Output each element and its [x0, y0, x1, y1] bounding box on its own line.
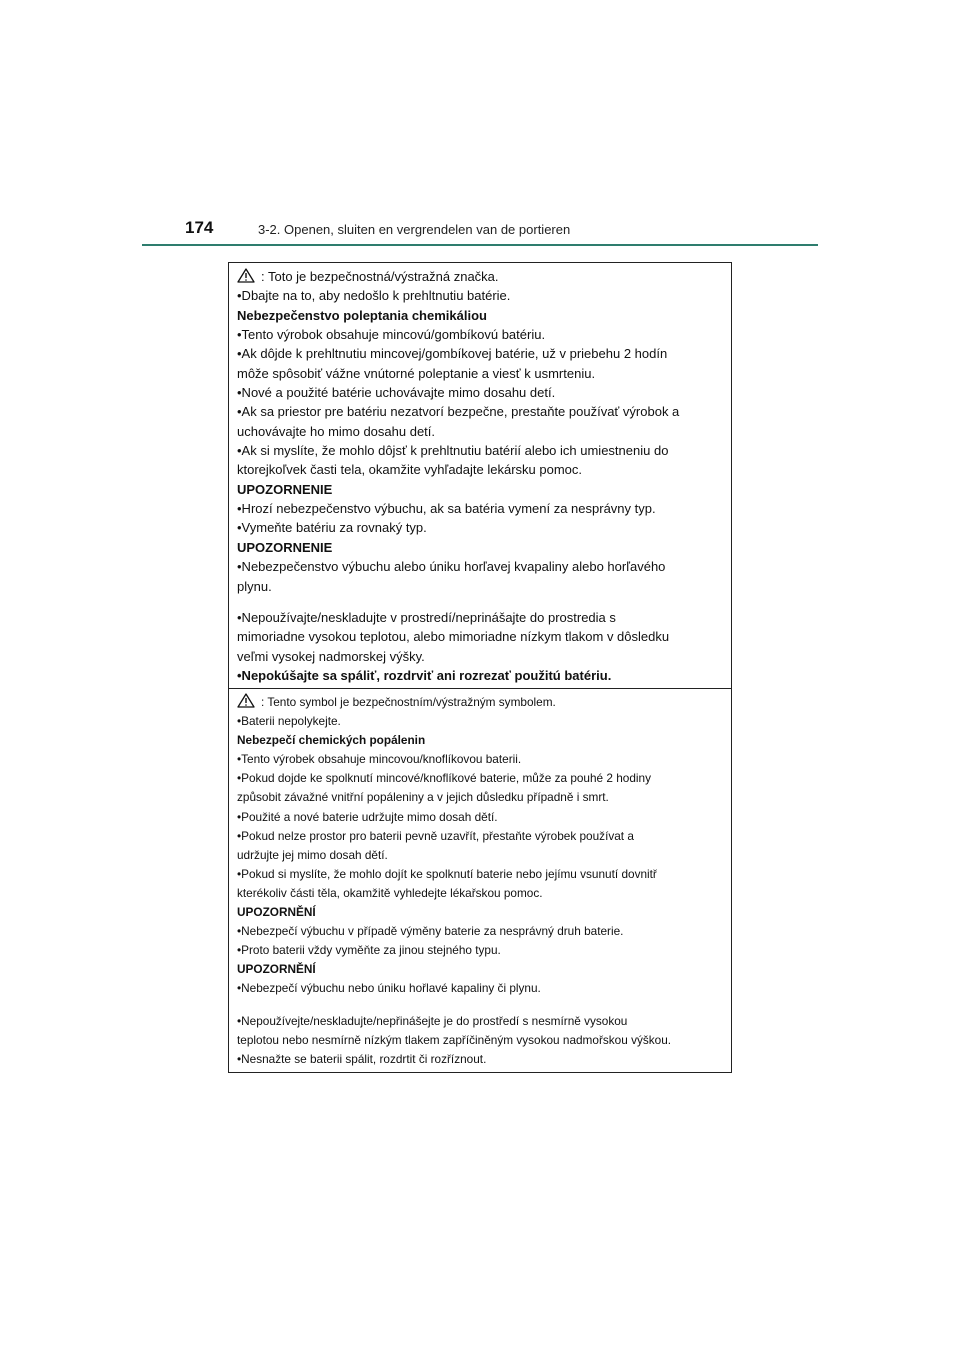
caution-heading: UPOZORNENIE: [237, 481, 333, 497]
battery-warning-box: [228, 262, 732, 1073]
hazard-heading: Nebezpečenstvo poleptania chemikáliou: [237, 307, 487, 323]
warning-symbol-text: : Tento symbol je bezpečnostním/výstražným symbolem.: [261, 695, 556, 710]
text-line: •Nepokúšajte sa spáliť, rozdrviť ani rozrezať použitú batériu.: [237, 667, 612, 683]
text-line: •Pokud si myslíte, že mohlo dojít ke spolknutí baterie nebo jejímu vsunutí dovnitř: [237, 866, 657, 881]
warning-symbol-line: [237, 693, 723, 712]
section-title: 3-2. Openen, sluiten en vergrendelen van de portieren: [258, 222, 571, 237]
text-line: •Proto baterii vždy vyměňte za jinou stejného typu.: [237, 942, 501, 957]
text-line: mimoriadne vysokou teplotou, alebo mimoriadne nízkym tlakom v dôsledku: [237, 629, 670, 645]
text-line: •Hrozí nebezpečenstvo výbuchu, ak sa batéria vymení za nesprávny typ.: [237, 501, 656, 517]
text-line: •Nesnažte se baterii spálit, rozdrtit či rozříznout.: [237, 1052, 487, 1067]
text-line: •Nepoužívejte/neskladujte/nepřinášejte je do prostředí s nesmírně vysokou: [237, 1013, 628, 1028]
text-line: •Tento výrobek obsahuje mincovou/knoflíkovou baterii.: [237, 752, 522, 767]
text-line: •Nepoužívajte/neskladujte v prostredí/neprinášajte do prostredia s: [237, 609, 616, 625]
warning-triangle-icon: [237, 693, 255, 708]
text-line: •Nové a použité batérie uchovávajte mimo dosahu detí.: [237, 385, 556, 401]
warning-triangle-icon: [237, 268, 255, 283]
text-line: •Pokud nelze prostor pro baterii pevně uzavřít, přestaňte výrobek používat a: [237, 828, 634, 843]
text-line: •Použité a nové baterie udržujte mimo dosah dětí.: [237, 809, 498, 824]
caution-heading: UPOZORNĚNÍ: [237, 904, 316, 919]
text-line: •Vymeňte batériu za rovnaký typ.: [237, 520, 427, 536]
text-line: •Baterii nepolykejte.: [237, 714, 341, 729]
text-line: kterékoliv části těla, okamžitě vyhledejte lékařskou pomoc.: [237, 885, 543, 900]
warning-symbol-line: [237, 267, 723, 286]
caution-heading: UPOZORNĚNÍ: [237, 961, 316, 976]
page-number: 174: [185, 218, 214, 237]
text-line: •Ak si myslíte, že mohlo dôjsť k prehltnutiu batérií alebo ich umiestneniu do: [237, 443, 669, 459]
text-line: plynu.: [237, 578, 272, 594]
czech-warning-panel: [229, 688, 731, 1072]
text-line: •Ak sa priestor pre batériu nezatvorí bezpečne, prestaňte používať výrobok a: [237, 404, 680, 420]
text-line: •Tento výrobok obsahuje mincovú/gombíkovú batériu.: [237, 327, 546, 343]
text-line: •Nebezpečí výbuchu v případě výměny baterie za nesprávný druh baterie.: [237, 923, 624, 938]
warning-symbol-text: : Toto je bezpečnostná/výstražná značka.: [261, 269, 499, 284]
text-line: •Nebezpečí výbuchu nebo úniku hořlavé kapaliny či plynu.: [237, 980, 541, 995]
text-line: ktorejkoľvek časti tela, okamžite vyhľadajte lekársku pomoc.: [237, 462, 583, 478]
text-line: veľmi vysokej nadmorskej výšky.: [237, 648, 425, 664]
text-line: uchovávajte ho mimo dosahu detí.: [237, 423, 436, 439]
text-line: •Ak dôjde k prehltnutiu mincovej/gombíkovej batérie, už v priebehu 2 hodín: [237, 346, 668, 362]
text-line: teplotou nebo nesmírně nízkým tlakem zapříčiněným vysokou nadmořskou výškou.: [237, 1033, 672, 1048]
slovak-warning-panel: [229, 263, 731, 688]
text-line: udržujte jej mimo dosah dětí.: [237, 847, 388, 862]
text-line: •Nebezpečenstvo výbuchu alebo úniku horľavej kvapaliny alebo horľavého: [237, 559, 666, 575]
caution-heading: UPOZORNENIE: [237, 539, 333, 555]
text-line: •Pokud dojde ke spolknutí mincové/knoflíkové baterie, může za pouhé 2 hodiny: [237, 771, 651, 786]
text-line: způsobit závažné vnitřní popáleniny a v jejich důsledku případně i smrt.: [237, 790, 609, 805]
text-line: môže spôsobiť vážne vnútorné poleptanie a viesť k usmrteniu.: [237, 365, 596, 381]
header-rule: [142, 244, 818, 246]
text-line: •Dbajte na to, aby nedošlo k prehltnutiu batérie.: [237, 288, 511, 304]
hazard-heading: Nebezpečí chemických popálenin: [237, 733, 426, 748]
